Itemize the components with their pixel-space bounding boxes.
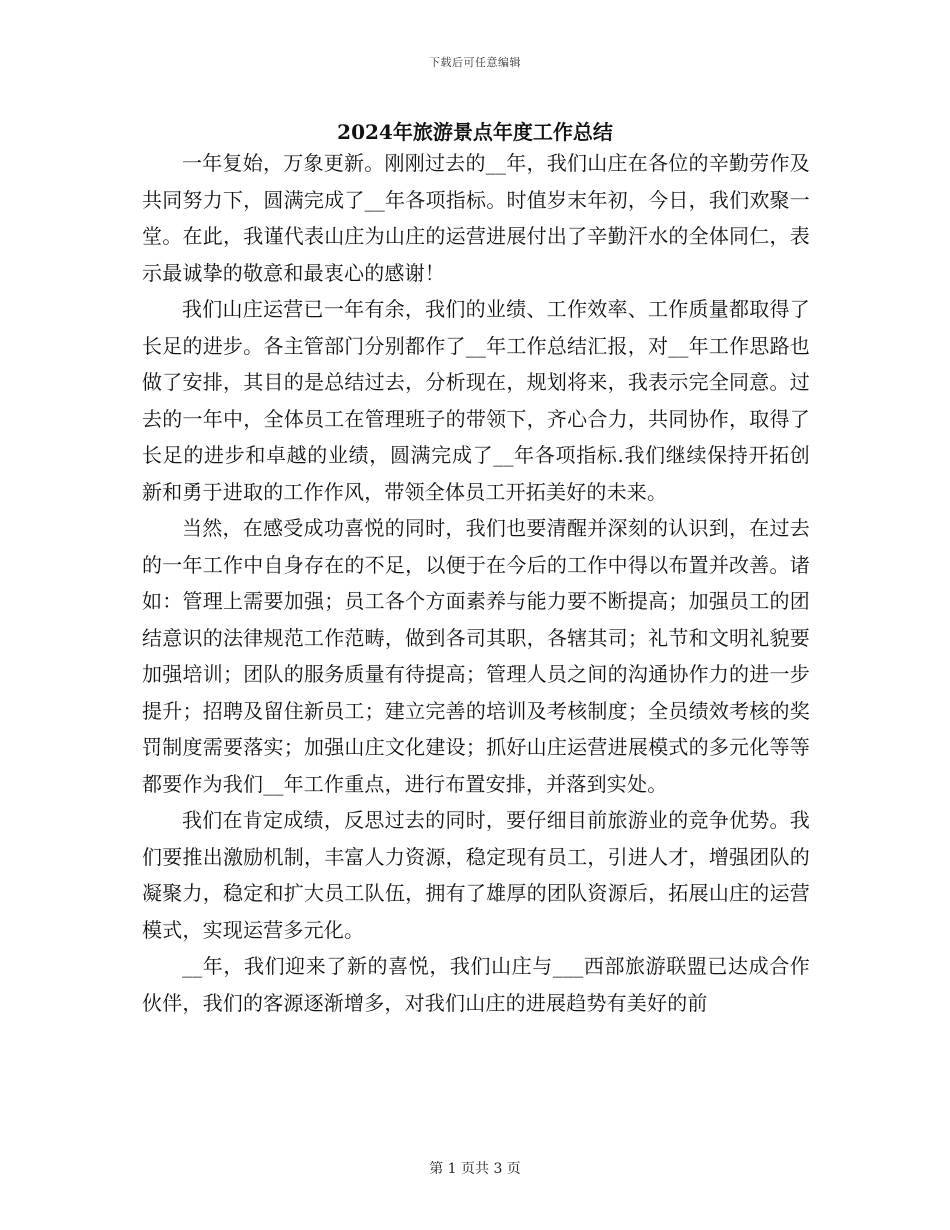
paragraph-4: 我们在肯定成绩，反思过去的同时，要仔细目前旅游业的竞争优势。我们要推出激励机制，丰富人力资源，稳定现有员工，引进人才，增强团队的凝聚力，稳定和扩大员工队伍，拥有了雄厚的团队资源后，拓展山庄的运营模式，实现运营多元化。 [142, 808, 810, 942]
paragraph-2: 我们山庄运营已一年有余，我们的业绩、工作效率、工作质量都取得了长足的进步。各主管部门分别都作了__年工作总结汇报，对__年工作思路也做了安排，其目的是总结过去，分析现在，规划将来，我表示完全同意。过去的一年中，全体员工在管理班子的带领下，齐心合力，共同协作，取得了长足的进步和卓越的业绩，圆满完成了__年各项指标.我们继续保持开拓创新和勇于进取的工作作风，带领全体员工开拓美好的未来。 [142, 297, 810, 504]
document-title: 2024年旅游景点年度工作总结 [337, 120, 613, 144]
paragraph-3: 当然，在感受成功喜悦的同时，我们也要清醒并深刻的认识到，在过去的一年工作中自身存在的不足，以便于在今后的工作中得以布置并改善。诸如：管理上需要加强；员工各个方面素养与能力要不断提高；加强员工的团结意识的法律规范工作范畴，做到各司其职，各辖其司；礼节和文明礼貌要加强培训；团队的服务质量有待提高；管理人员之间的沟通协作力的进一步提升；招聘及留住新员工；建立完善的培训及考核制度；全员绩效考核的奖罚制度需要落实；加强山庄文化建设；抓好山庄运营进展模式的多元化等等都要作为我们__年工作重点，进行布置安排，并落到实处。 [142, 516, 810, 796]
paragraph-5: __年，我们迎来了新的喜悦，我们山庄与___西部旅游联盟已达成合作伙伴，我们的客源逐渐增多，对我们山庄的进展趋势有美好的前 [142, 954, 810, 1015]
header-note: 下载后可任意编辑 [429, 56, 521, 69]
document-body [142, 145, 810, 1021]
paragraph-1: 一年复始，万象更新。刚刚过去的__年，我们山庄在各位的辛勤劳作及共同努力下，圆满完成了__年各项指标。时值岁末年初，今日，我们欢聚一堂。在此，我谨代表山庄为山庄的运营进展付出了辛勤汗水的全体同仁，表示最诚挚的敬意和最衷心的感谢！ [142, 151, 810, 285]
page-number: 第 1 页共 3 页 [429, 1161, 521, 1177]
